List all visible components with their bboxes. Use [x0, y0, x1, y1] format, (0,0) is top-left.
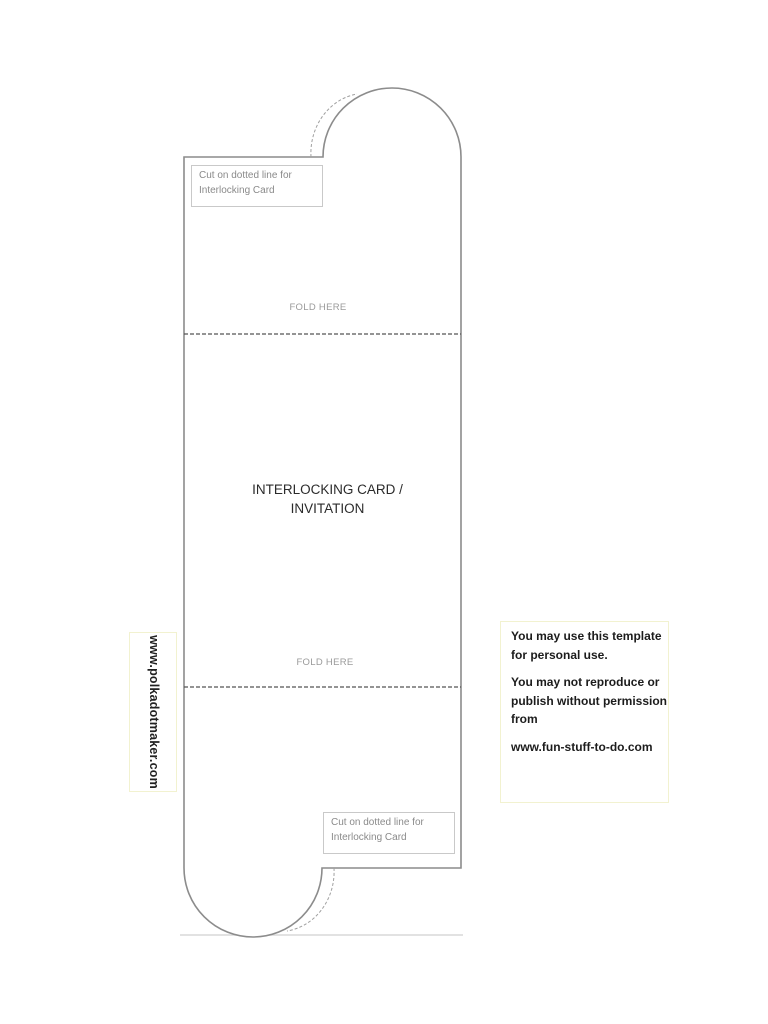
- cut-instruction-top: Cut on dotted line for Interlocking Card: [191, 165, 323, 207]
- fold-here-label-bottom: FOLD HERE: [296, 657, 354, 668]
- notice-no-reproduce: You may not reproduce or publish without permission from: [511, 675, 667, 726]
- notice-personal-use: You may use this template for personal use.: [511, 629, 662, 662]
- usage-notice-box: [500, 621, 669, 803]
- card-title: [210, 480, 445, 518]
- card-title-line2: INVITATION: [290, 501, 365, 516]
- card-title-line1: INTERLOCKING CARD /: [252, 482, 403, 497]
- side-url-text: www.polkadotmaker.com: [147, 635, 161, 789]
- notice-url: www.fun-stuff-to-do.com: [511, 739, 653, 754]
- fold-here-label-top: FOLD HERE: [289, 302, 347, 313]
- cut-instruction-bottom: Cut on dotted line for Interlocking Card: [323, 812, 455, 854]
